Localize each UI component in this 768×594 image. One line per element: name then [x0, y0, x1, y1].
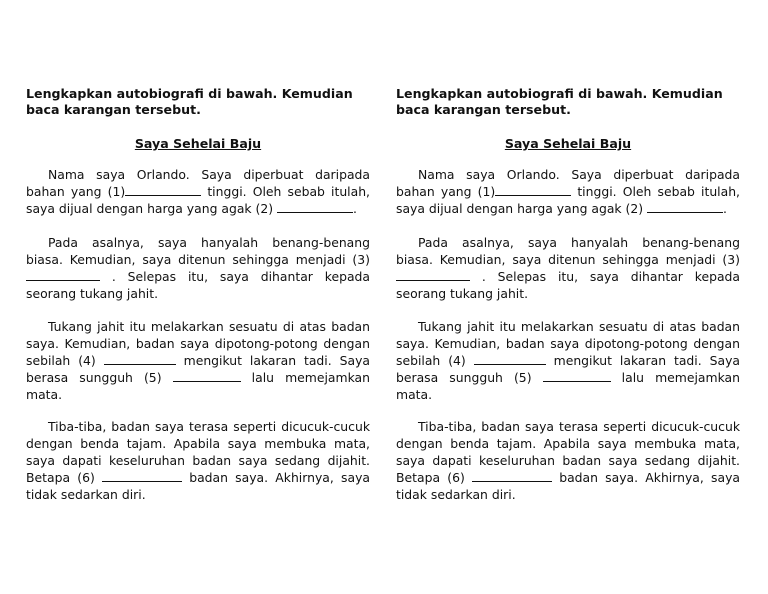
paragraph-text: lalu memejamkan mata.	[396, 370, 740, 402]
blank-3[interactable]	[26, 269, 100, 281]
paragraph-text: tinggi. Oleh sebab itulah, saya dijual dengan harga yang agak (2)	[396, 184, 740, 216]
blank-1[interactable]	[495, 184, 571, 196]
paragraph-text: badan saya. Akhirnya, saya tidak sedarkan diri.	[26, 470, 371, 502]
worksheet-copy-left	[26, 86, 371, 502]
blank-1[interactable]	[125, 184, 201, 196]
paragraph-text: Nama saya Orlando. Saya diperbuat daripada bahan yang (1)	[26, 167, 370, 199]
paragraph-text: lalu memejamkan mata.	[26, 370, 370, 402]
instruction-text: Lengkapkan autobiografi di bawah. Kemudian baca karangan tersebut.	[396, 86, 723, 117]
instruction-text: Lengkapkan autobiografi di bawah. Kemudian baca karangan tersebut.	[26, 86, 353, 117]
paragraph-1	[26, 166, 370, 217]
paragraph-text: .	[723, 201, 727, 216]
paragraph-text: . Selepas itu, saya dihantar kepada seorang tukang jahit.	[26, 269, 370, 301]
paragraph-text: Tiba-tiba, badan saya terasa seperti dicucuk-cucuk dengan benda tajam. Apabila saya membuka mata, saya dapati keseluruhan badan saya sedang dijahit. Betapa (6)	[26, 419, 370, 485]
essay-title: Saya Sehelai Baju	[134, 136, 262, 151]
blank-4[interactable]	[474, 353, 546, 365]
paragraph-2	[26, 234, 370, 302]
blank-4[interactable]	[104, 353, 176, 365]
paragraph-text: mengikut lakaran tadi. Saya berasa sungguh (5)	[26, 353, 370, 385]
paragraph-1	[396, 166, 740, 217]
blank-2[interactable]	[277, 201, 353, 213]
paragraph-3	[396, 318, 740, 403]
paragraph-text: Tukang jahit itu melakarkan sesuatu di atas badan saya. Kemudian, badan saya dipotong-potong dengan sebilah (4)	[396, 319, 740, 368]
paragraph-4	[26, 418, 370, 503]
blank-2[interactable]	[647, 201, 723, 213]
paragraph-text: Pada asalnya, saya hanyalah benang-benang biasa. Kemudian, saya ditenun sehingga menjadi (3)	[26, 235, 370, 267]
paragraph-text: mengikut lakaran tadi. Saya berasa sungguh (5)	[396, 353, 740, 385]
blank-5[interactable]	[173, 370, 241, 382]
essay-title: Saya Sehelai Baju	[504, 136, 632, 151]
paragraph-3	[26, 318, 370, 403]
blank-6[interactable]	[102, 470, 182, 482]
paragraph-text: .	[353, 201, 357, 216]
blank-5[interactable]	[543, 370, 611, 382]
paragraph-4	[396, 418, 740, 503]
paragraph-text: Nama saya Orlando. Saya diperbuat daripada bahan yang (1)	[396, 167, 740, 199]
paragraph-text: . Selepas itu, saya dihantar kepada seorang tukang jahit.	[396, 269, 740, 301]
paragraph-text: Pada asalnya, saya hanyalah benang-benang biasa. Kemudian, saya ditenun sehingga menjadi (3)	[396, 235, 740, 267]
blank-6[interactable]	[472, 470, 552, 482]
worksheet-copy-right	[396, 86, 741, 502]
paragraph-text: tinggi. Oleh sebab itulah, saya dijual dengan harga yang agak (2)	[26, 184, 370, 216]
paragraph-text: Tukang jahit itu melakarkan sesuatu di atas badan saya. Kemudian, badan saya dipotong-potong dengan sebilah (4)	[26, 319, 370, 368]
paragraph-text: badan saya. Akhirnya, saya tidak sedarkan diri.	[396, 470, 741, 502]
blank-3[interactable]	[396, 269, 470, 281]
paragraph-text: Tiba-tiba, badan saya terasa seperti dicucuk-cucuk dengan benda tajam. Apabila saya membuka mata, saya dapati keseluruhan badan saya sedang dijahit. Betapa (6)	[396, 419, 740, 485]
paragraph-2	[396, 234, 740, 302]
